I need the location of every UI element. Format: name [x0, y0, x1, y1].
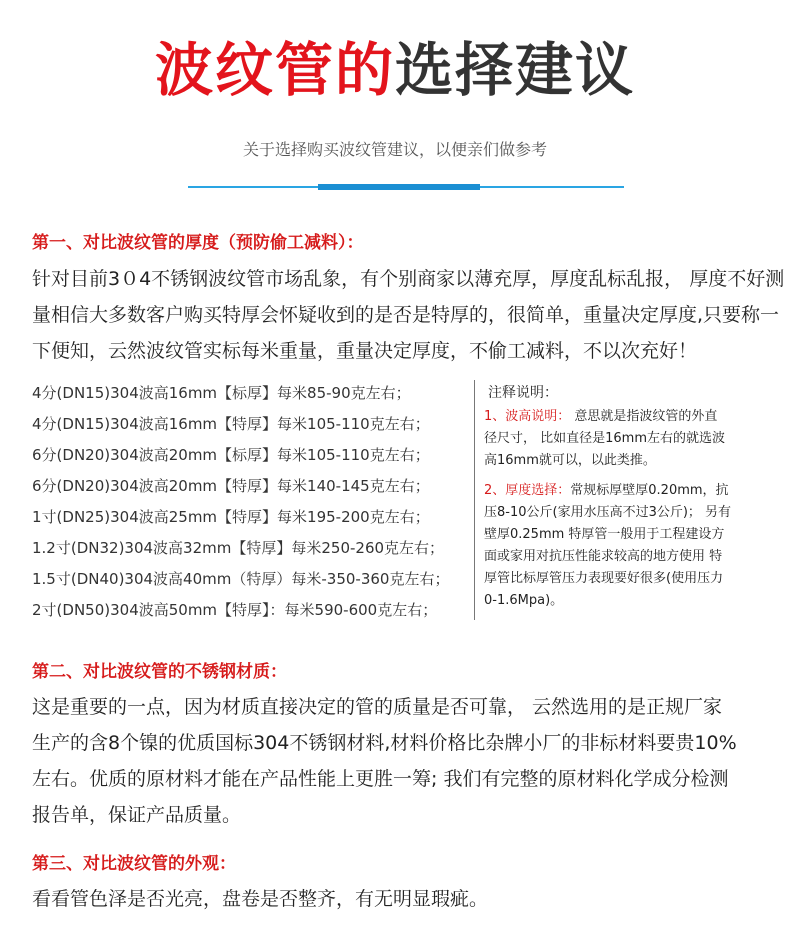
section1-line: 针对目前3０4不锈钢波纹管市场乱象，有个别商家以薄充厚，厚度乱标乱报， 厚度不好测	[32, 268, 785, 290]
note-2-line: 压8-10公斤(家用水压高不过3公斤)； 另有	[484, 505, 732, 520]
note-2-line: 厚管比标厚管压力表现要好很多(使用压力	[484, 571, 724, 586]
page-title	[0, 30, 790, 110]
spec-item: 1寸(DN25)304波高25mm【特厚】每米195-200克左右；	[32, 508, 430, 526]
note-2	[484, 480, 774, 612]
title-dark-part: 选择建议	[395, 36, 636, 104]
spec-list	[32, 378, 472, 626]
section2-line: 左右。优质的原材料才能在产品性能上更胜一筹; 我们有完整的原材料化学成分检测	[32, 768, 729, 790]
spec-item: 4分(DN15)304波高16mm【特厚】每米105-110克左右；	[32, 415, 430, 433]
section2-heading: 第二、对比波纹管的不锈钢材质：	[32, 662, 287, 682]
section2-paragraph	[32, 689, 762, 833]
note-1-text: 意思就是指波纹管的外直	[574, 409, 718, 424]
title-red-part: 波纹管的	[154, 36, 395, 104]
section3-line: 看看管色泽是否光亮，盘卷是否整齐，有无明显瑕疵。	[32, 888, 489, 910]
note-2-line: 面或家用对抗压性能求较高的地方使用 特	[484, 549, 723, 564]
section1-line: 量相信大多数客户购买特厚会怀疑收到的是否是特厚的，很简单，重量决定厚度,只要称一	[32, 304, 780, 326]
title-underline-accent	[318, 184, 480, 190]
spec-item: 6分(DN20)304波高20mm【标厚】每米105-110克左右；	[32, 446, 430, 464]
section1-line: 下便知，云然波纹管实标每米重量，重量决定厚度，不偷工减料，不以次充好！	[32, 340, 698, 362]
notes-title: 注释说明：	[488, 385, 558, 401]
spec-item: 6分(DN20)304波高20mm【特厚】每米140-145克左右；	[32, 477, 430, 495]
spec-item: 2寸(DN50)304波高50mm【特厚】：每米590-600克左右；	[32, 601, 438, 619]
spec-item: 4分(DN15)304波高16mm【标厚】每米85-90克左右；	[32, 384, 411, 402]
section3-paragraph	[32, 881, 762, 917]
spec-item: 1.5寸(DN40)304波高40mm（特厚）每米-350-360克左右；	[32, 570, 450, 588]
section2-line: 报告单，保证产品质量。	[32, 804, 242, 826]
section3-heading: 第三、对比波纹管的外观：	[32, 854, 236, 874]
section2-line: 这是重要的一点，因为材质直接决定的管的质量是否可靠， 云然选用的是正规厂家	[32, 696, 723, 718]
note-2-line: 0-1.6Mpa)。	[484, 593, 564, 608]
section2-line: 生产的含8个镍的优质国标304不锈钢材料,材料价格比杂牌小厂的非标材料要贵10%	[32, 732, 737, 754]
page-subtitle: 关于选择购买波纹管建议，以便亲们做参考	[242, 140, 547, 159]
vertical-divider	[474, 380, 475, 620]
note-1-line: 高16mm就可以，以此类推。	[484, 453, 656, 468]
note-2-label: 2、厚度选择：	[484, 483, 571, 498]
note-1	[484, 406, 774, 472]
note-2-line: 壁厚0.25mm 特厚管一般用于工程建设方	[484, 527, 725, 542]
note-1-label: 1、波高说明：	[484, 409, 571, 424]
section1-heading: 第一、对比波纹管的厚度（预防偷工减料）：	[32, 233, 364, 253]
spec-item: 1.2寸(DN32)304波高32mm【特厚】每米250-260克左右；	[32, 539, 445, 557]
note-1-line: 径尺寸， 比如直径是16mm左右的就选波	[484, 431, 726, 446]
note-2-text: 常规标厚壁厚0.20mm，抗	[570, 483, 729, 498]
notes-panel	[484, 382, 774, 612]
section1-paragraph	[32, 261, 785, 369]
